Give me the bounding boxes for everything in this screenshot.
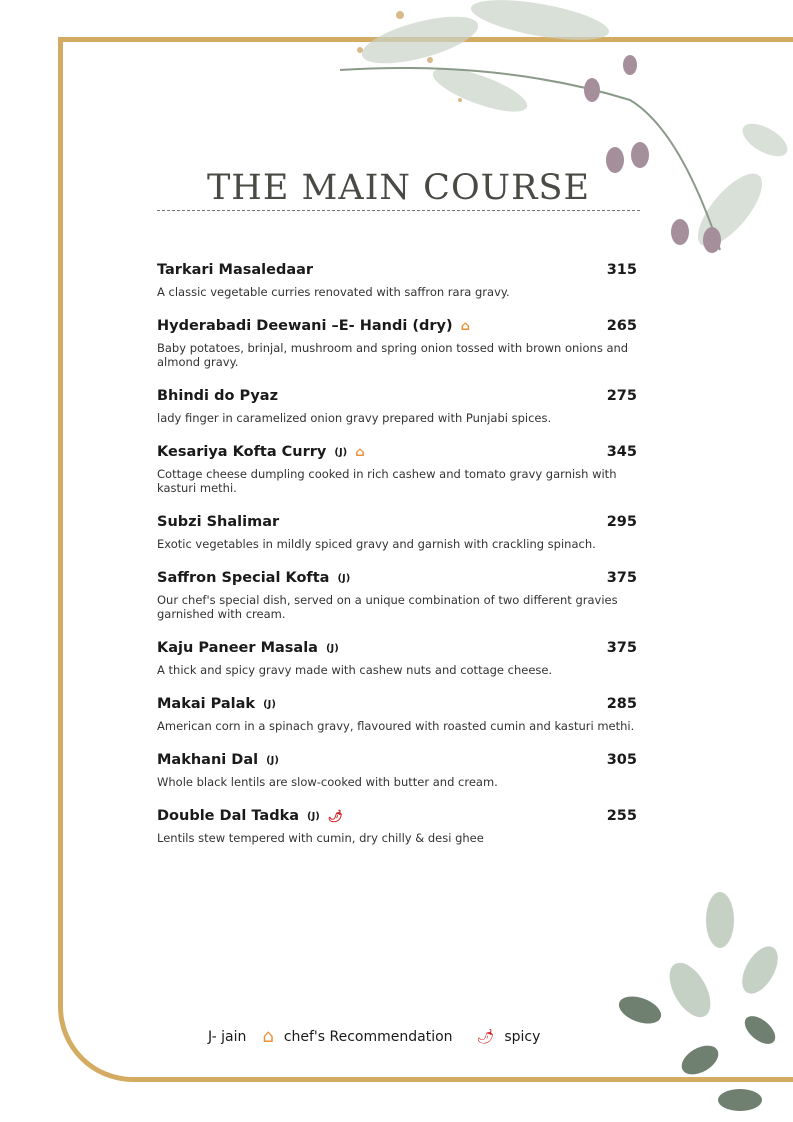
menu-list (157, 259, 637, 861)
item-description: Cottage cheese dumpling cooked in rich cashew and tomato gravy garnish with kasturi methi. (157, 467, 617, 495)
chef-hat-icon: ⌂ (262, 1026, 274, 1047)
item-price: 275 (606, 388, 637, 404)
menu-item (157, 805, 637, 845)
item-description: A classic vegetable curries renovated with saffron rara gravy. (157, 285, 510, 299)
item-name: Kesariya Kofta Curry (157, 444, 327, 460)
item-name: Kaju Paneer Masala (157, 640, 318, 656)
dashed-divider (157, 210, 640, 211)
legend-jain: J- jain (208, 1028, 247, 1045)
chili-icon: 🌶 (476, 1028, 495, 1045)
page-title: THE MAIN COURSE (206, 168, 591, 208)
jain-tag: (J) (266, 754, 279, 766)
item-description: Our chef's special dish, served on a unique combination of two different gravies garnished with cream. (157, 593, 618, 621)
floral-decoration-top (300, 0, 793, 270)
jain-tag: (J) (334, 446, 348, 458)
item-price: 375 (606, 570, 637, 586)
item-price: 345 (606, 444, 637, 460)
item-description: Whole black lentils are slow-cooked with butter and cream. (157, 775, 498, 789)
item-price: 305 (606, 752, 637, 768)
item-price: 295 (606, 514, 637, 530)
menu-item (157, 637, 637, 677)
item-description: American corn in a spinach gravy, flavoured with roasted cumin and kasturi methi. (157, 719, 635, 733)
jain-tag: (J) (263, 698, 276, 710)
item-description: lady finger in caramelized onion gravy prepared with Punjabi spices. (157, 411, 552, 425)
item-description: Baby potatoes, brinjal, mushroom and spring onion tossed with brown onions and almond gravy. (157, 341, 629, 369)
item-description: Exotic vegetables in mildly spiced gravy and garnish with crackling spinach. (157, 537, 596, 551)
jain-tag: (J) (337, 572, 351, 584)
item-name: Makhani Dal (157, 752, 259, 768)
floral-decoration-bottom (540, 880, 793, 1122)
menu-item (157, 567, 637, 621)
item-price: 285 (606, 696, 637, 712)
item-name: Saffron Special Kofta (157, 570, 330, 586)
item-price: 375 (606, 640, 637, 656)
item-price: 315 (606, 262, 637, 278)
menu-item (157, 259, 637, 299)
menu-item (157, 749, 637, 789)
chef-hat-icon: ⌂ (460, 318, 470, 334)
item-price: 255 (606, 808, 637, 824)
legend (208, 1026, 540, 1047)
item-name: Hyderabadi Deewani –E- Handi (dry) (157, 318, 453, 334)
item-name: Double Dal Tadka (157, 808, 300, 824)
item-name: Makai Palak (157, 696, 256, 712)
chili-icon: 🌶 (327, 809, 344, 823)
menu-item (157, 511, 637, 551)
legend-chef: chef's Recommendation (283, 1028, 453, 1045)
jain-tag: (J) (325, 642, 339, 654)
jain-tag: (J) (307, 810, 320, 822)
item-price: 265 (606, 318, 637, 334)
menu-item (157, 693, 637, 733)
menu-item (157, 385, 637, 425)
item-name: Subzi Shalimar (157, 514, 280, 530)
item-description: A thick and spicy gravy made with cashew nuts and cottage cheese. (157, 663, 553, 677)
menu-item (157, 441, 637, 495)
item-name: Tarkari Masaledaar (157, 262, 314, 278)
chef-hat-icon: ⌂ (355, 444, 365, 460)
menu-item (157, 315, 637, 369)
legend-spicy: spicy (504, 1028, 541, 1045)
item-description: Lentils stew tempered with cumin, dry chilly & desi ghee (157, 831, 484, 845)
item-name: Bhindi do Pyaz (157, 388, 279, 404)
